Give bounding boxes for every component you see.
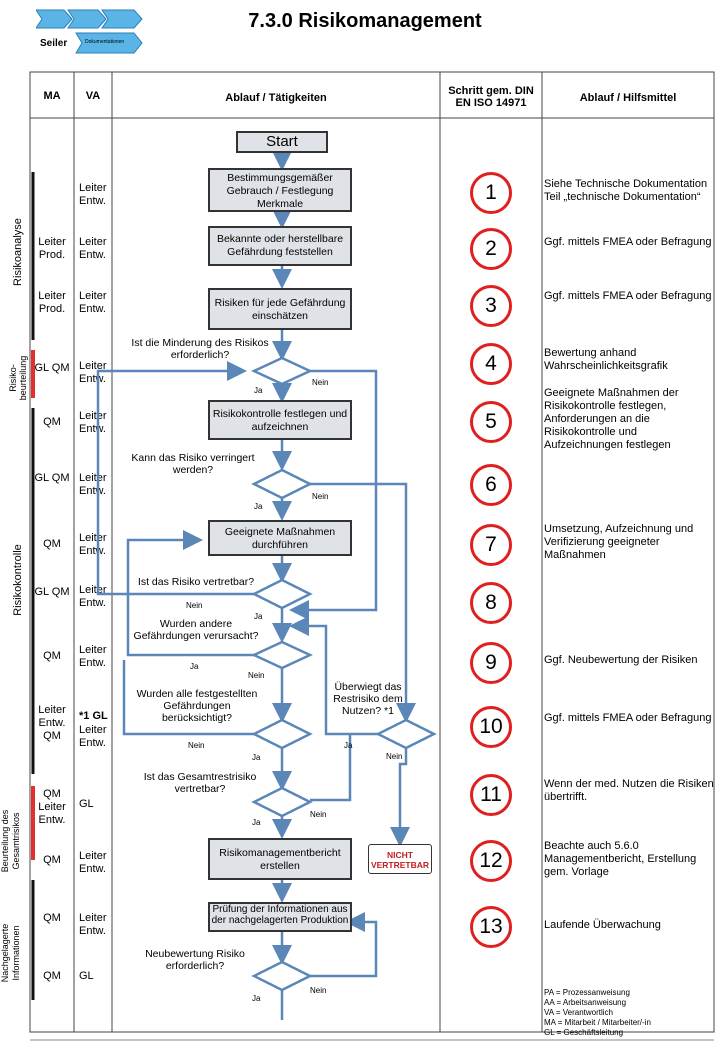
flow-start: Start bbox=[236, 131, 328, 153]
page-title: 7.3.0 Risikomanagement bbox=[248, 10, 482, 32]
step-circle: 4 bbox=[470, 343, 512, 385]
decision-diamond bbox=[378, 720, 434, 748]
decision-question: Ist die Minderung des Risikos erforderlich? bbox=[131, 337, 269, 361]
header-va: VA bbox=[85, 90, 101, 102]
legend-item: PA = Prozessanweisung bbox=[544, 988, 630, 997]
decision-diamond bbox=[254, 642, 310, 668]
phase-label: Risikoanalyse bbox=[12, 218, 24, 286]
ma-cell: QM bbox=[43, 416, 61, 428]
step-circle: 3 bbox=[470, 285, 512, 327]
process-box: Bestimmungsgemäßer Gebrauch / Festlegung Merkmale bbox=[208, 168, 352, 212]
hilfsmittel-text: Wenn der med. Nutzen die Risiken übertrifft. bbox=[544, 778, 714, 803]
ma-cell: Leiter Entw. QM bbox=[38, 704, 66, 742]
legend-item: AA = Arbeitsanweisung bbox=[544, 998, 627, 1007]
ma-cell: Leiter Prod. bbox=[38, 290, 66, 315]
decision-question: Neubewertung Risiko erforderlich? bbox=[145, 948, 245, 972]
va-cell: Leiter Entw. bbox=[79, 584, 107, 609]
va-cell: Leiter Entw. bbox=[79, 182, 107, 207]
phase-label: Beurteilung des Gesamtrisikos bbox=[0, 809, 21, 873]
va-cell: Leiter Entw. bbox=[79, 724, 107, 749]
ma-cell: QM bbox=[43, 912, 61, 924]
hilfsmittel-text: Ggf. mittels FMEA oder Befragung bbox=[544, 712, 712, 724]
decision-question: Überwiegt das Restrisiko dem Nutzen? *1 bbox=[333, 681, 403, 717]
step-circle: 7 bbox=[470, 524, 512, 566]
ma-cell: GL QM bbox=[34, 472, 70, 484]
legend-item: VA = Verantwortlich bbox=[544, 1008, 613, 1017]
va-cell: *1 GL bbox=[79, 710, 108, 722]
ja-label: Ja bbox=[252, 818, 261, 827]
nein-label: Nein bbox=[312, 378, 329, 387]
nein-label: Nein bbox=[248, 671, 265, 680]
va-cell: Leiter Entw. bbox=[79, 532, 107, 557]
legend-item: GL = Geschäftsleitung bbox=[544, 1028, 624, 1037]
step-circle: 1 bbox=[470, 172, 512, 214]
ja-label: Ja bbox=[254, 612, 263, 621]
process-box: Risikokontrolle festlegen und aufzeichnen bbox=[208, 400, 352, 440]
header-ma: MA bbox=[43, 90, 61, 102]
hilfsmittel-text: Bewertung anhand Wahrscheinlichkeitsgrafik bbox=[544, 347, 668, 372]
process-box: Prüfung der Informationen aus der nachgelagerten Produktion bbox=[208, 902, 352, 932]
hilfsmittel-text: Beachte auch 5.6.0 Managementbericht, Erstellung gem. Vorlage bbox=[544, 840, 697, 878]
phase-label: Nachgelagerte Informationen bbox=[0, 923, 21, 983]
step-circle: 6 bbox=[470, 464, 512, 506]
hilfsmittel-text: Umsetzung, Aufzeichnung und Verifizierung geeigneter Maßnahmen bbox=[544, 523, 694, 561]
ma-cell: GL QM bbox=[34, 586, 70, 598]
hilfsmittel-text: Ggf. mittels FMEA oder Befragung bbox=[544, 290, 712, 302]
hilfsmittel-text: Ggf. Neubewertung der Risiken bbox=[544, 654, 698, 666]
va-cell: Leiter Entw. bbox=[79, 850, 107, 875]
process-box: Risikomanagementbericht erstellen bbox=[208, 838, 352, 880]
va-cell: Leiter Entw. bbox=[79, 644, 107, 669]
ja-label: Ja bbox=[344, 741, 353, 750]
hilfsmittel-text: Laufende Überwachung bbox=[544, 919, 661, 931]
ma-cell: QM bbox=[43, 854, 61, 866]
va-cell: GL bbox=[79, 970, 94, 982]
ja-label: Ja bbox=[190, 662, 199, 671]
nein-label: Nein bbox=[188, 741, 205, 750]
phase-label: Risiko-beurteilung bbox=[8, 355, 28, 401]
header-ablauf: Ablauf / Tätigkeiten bbox=[225, 92, 327, 104]
step-circle: 12 bbox=[470, 840, 512, 882]
nein-label: Nein bbox=[310, 986, 327, 995]
va-cell: Leiter Entw. bbox=[79, 236, 107, 261]
header-hilfsmittel: Ablauf / Hilfsmittel bbox=[579, 92, 677, 104]
decision-diamond bbox=[254, 358, 310, 384]
step-circle: 13 bbox=[470, 906, 512, 948]
hilfsmittel-text: Geeignete Maßnahmen der Risikokontrolle festlegen, Anforderungen an die Risikokontrolle und Aufzeichnungen festlegen bbox=[544, 387, 679, 451]
hilfsmittel-text: Ggf. mittels FMEA oder Befragung bbox=[544, 236, 712, 248]
ja-label: Ja bbox=[252, 994, 261, 1003]
logo-tag: Dokumentationen bbox=[85, 39, 125, 45]
ja-label: Ja bbox=[252, 753, 261, 762]
decision-diamond bbox=[254, 720, 310, 748]
step-circle: 8 bbox=[470, 582, 512, 624]
decision-question: Ist das Risiko vertretbar? bbox=[137, 576, 255, 588]
decision-question: Ist das Gesamtrestrisiko vertretbar? bbox=[143, 771, 257, 795]
ma-cell: GL QM bbox=[34, 362, 70, 374]
ja-label: Ja bbox=[254, 386, 263, 395]
process-box: Geeignete Maßnahmen durchführen bbox=[208, 520, 352, 556]
process-box: Risiken für jede Gefährdung einschätzen bbox=[208, 288, 352, 330]
phase-label: Risikokontrolle bbox=[12, 544, 24, 616]
step-circle: 10 bbox=[470, 706, 512, 748]
header-schritt: Schritt gem. DIN EN ISO 14971 bbox=[448, 85, 534, 109]
nein-label: Nein bbox=[312, 492, 329, 501]
decision-diamond bbox=[254, 962, 310, 990]
ma-cell: QM bbox=[43, 538, 61, 550]
nein-label: Nein bbox=[186, 601, 203, 610]
va-cell: GL bbox=[79, 798, 94, 810]
ma-cell: QM Leiter Entw. bbox=[38, 788, 66, 826]
logo-text: Seiler bbox=[40, 38, 68, 49]
va-cell: Leiter Entw. bbox=[79, 410, 107, 435]
legend-item: MA = Mitarbeit / Mitarbeiter/-in bbox=[544, 1018, 651, 1027]
step-circle: 11 bbox=[470, 774, 512, 816]
decision-question: Kann das Risiko verringert werden? bbox=[131, 452, 255, 476]
process-box: Bekannte oder herstellbare Gefährdung feststellen bbox=[208, 226, 352, 266]
decision-question: Wurden andere Gefährdungen verursacht? bbox=[133, 618, 259, 642]
va-cell: Leiter Entw. bbox=[79, 360, 107, 385]
nicht-vertretbar-box: NICHT VERTRETBAR bbox=[368, 844, 432, 874]
va-cell: Leiter Entw. bbox=[79, 912, 107, 937]
step-circle: 2 bbox=[470, 228, 512, 270]
ma-cell: QM bbox=[43, 650, 61, 662]
step-circle: 9 bbox=[470, 642, 512, 684]
va-cell: Leiter Entw. bbox=[79, 290, 107, 315]
va-cell: Leiter Entw. bbox=[79, 472, 107, 497]
step-circle: 5 bbox=[470, 401, 512, 443]
hilfsmittel-text: Siehe Technische Dokumentation Teil „technische Dokumentation“ bbox=[544, 178, 708, 203]
nein-label: Nein bbox=[310, 810, 327, 819]
ma-cell: QM bbox=[43, 970, 61, 982]
ma-cell: Leiter Prod. bbox=[38, 236, 66, 261]
decision-question: Wurden alle festgestellten Gefährdungen berücksichtigt? bbox=[136, 688, 258, 724]
ja-label: Ja bbox=[254, 502, 263, 511]
nein-label: Nein bbox=[386, 752, 403, 761]
